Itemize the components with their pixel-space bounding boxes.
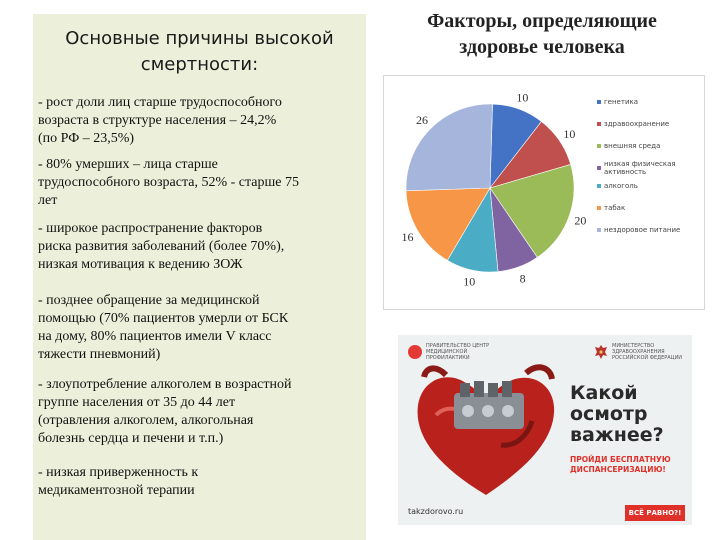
prevention-center-logo-text: ПРАВИТЕЛЬСТВО ЦЕНТР МЕДИЦИНСКОЙ ПРОФИЛАКТИКИ [426,343,490,361]
dispensary-banner[interactable] [398,335,692,525]
reason-line: риска развития заболеваний (более 70%), [38,239,285,254]
pie-data-label: 10 [463,274,476,289]
legend-item [597,204,625,212]
reason-line: медикаментозной терапии [38,483,195,498]
right-title-line-2: здоровье человека [459,36,625,58]
legend-swatch [597,206,601,210]
legend-label: табак [604,204,626,212]
reason-line: болезнь сердца и печени и т.п.) [38,431,224,446]
reason-line: возраста в структуре населения – 24,2% [38,113,277,128]
reason-line: низкая мотивация к ведению ЗОЖ [38,257,243,272]
left-panel [33,14,366,540]
legend-label: здравоохранение [604,120,670,128]
legend-label: генетика [604,98,639,106]
headline-line: осмотр [570,403,648,425]
legend-label: низкая физическая активность [604,160,676,176]
ministry-logo [594,343,692,361]
pie-data-label: 10 [516,90,529,105]
legend-label: нездоровое питание [604,226,681,234]
legend-label: внешняя среда [604,142,661,150]
legend-item [597,160,701,176]
legend-swatch [597,184,601,188]
reason-line: - позднее обращение за медицинской [38,293,260,308]
banner-headline [570,383,690,446]
legend-swatch [597,228,601,232]
reason-line: - низкая приверженность к [38,465,199,480]
reason-line: (по РФ – 23,5%) [38,131,135,146]
reason-line: (отравления алкоголем, алкогольная [38,413,254,428]
reason-late-treatment [38,292,361,364]
pie-data-label: 10 [563,126,576,141]
legend-swatch [597,100,601,104]
pie-chart [384,76,594,309]
right-title-line-1: Факторы, определяющие [427,10,657,32]
cta-line: ДИСПАНСЕРИЗАЦИЮ! [570,465,666,474]
legend-item [597,120,669,128]
reason-alcohol-abuse [38,376,361,448]
cta-line: ПРОЙДИ БЕСПЛАТНУЮ [570,455,671,464]
heart-engine-illustration [406,355,566,505]
reason-risk-factors [38,220,361,274]
ministry-logo-text: МИНИСТЕРСТВО ЗДРАВООХРАНЕНИЯ РОССИЙСКОЙ ФЕДЕРАЦИИ [612,343,683,361]
left-title-line-1: Основные причины высокой [65,28,334,49]
right-title [372,8,712,60]
headline-line: важнее? [570,424,664,446]
reason-line: лет [38,193,58,208]
left-title-line-2: смертности: [140,54,259,75]
reason-line: трудоспособного возраста, 52% - старше 75 [38,175,299,190]
pie-data-label: 26 [416,113,429,128]
reason-line: - злоупотребление алкоголем в возрастной [38,377,292,392]
reason-line: помощью (70% пациентов умерли от БСК [38,311,289,326]
banner-button[interactable]: ВСЁ РАВНО?! [625,505,685,521]
left-panel-title [33,26,366,78]
reason-line: на дому, 80% пациентов имели V класс [38,329,272,344]
legend-item [597,182,638,190]
eagle-emblem-icon [594,344,608,360]
reason-low-adherence [38,464,361,500]
reason-aging-population [38,94,361,148]
health-factors-chart [383,75,705,310]
legend-item [597,98,638,106]
legend-swatch [597,144,601,148]
legend-item [597,226,680,234]
headline-line: Какой [570,382,638,404]
pie-data-label: 20 [574,213,587,228]
legend-swatch [597,166,601,170]
legend-swatch [597,122,601,126]
banner-site-link[interactable]: takzdorovo.ru [408,507,464,516]
legend-label: алкоголь [604,182,638,190]
reason-line: тяжести пневмоний) [38,347,161,362]
reason-line: - широкое распространение факторов [38,221,263,236]
reason-line: - 80% умерших – лица старше [38,157,218,172]
reason-line: группе населения от 35 до 44 лет [38,395,236,410]
reason-elderly-deaths [38,156,361,210]
pie-data-label: 8 [519,271,526,286]
reason-line: - рост доли лиц старше трудоспособного [38,95,282,110]
legend-item [597,142,660,150]
banner-call-to-action [570,455,690,475]
pie-data-label: 16 [401,229,414,244]
